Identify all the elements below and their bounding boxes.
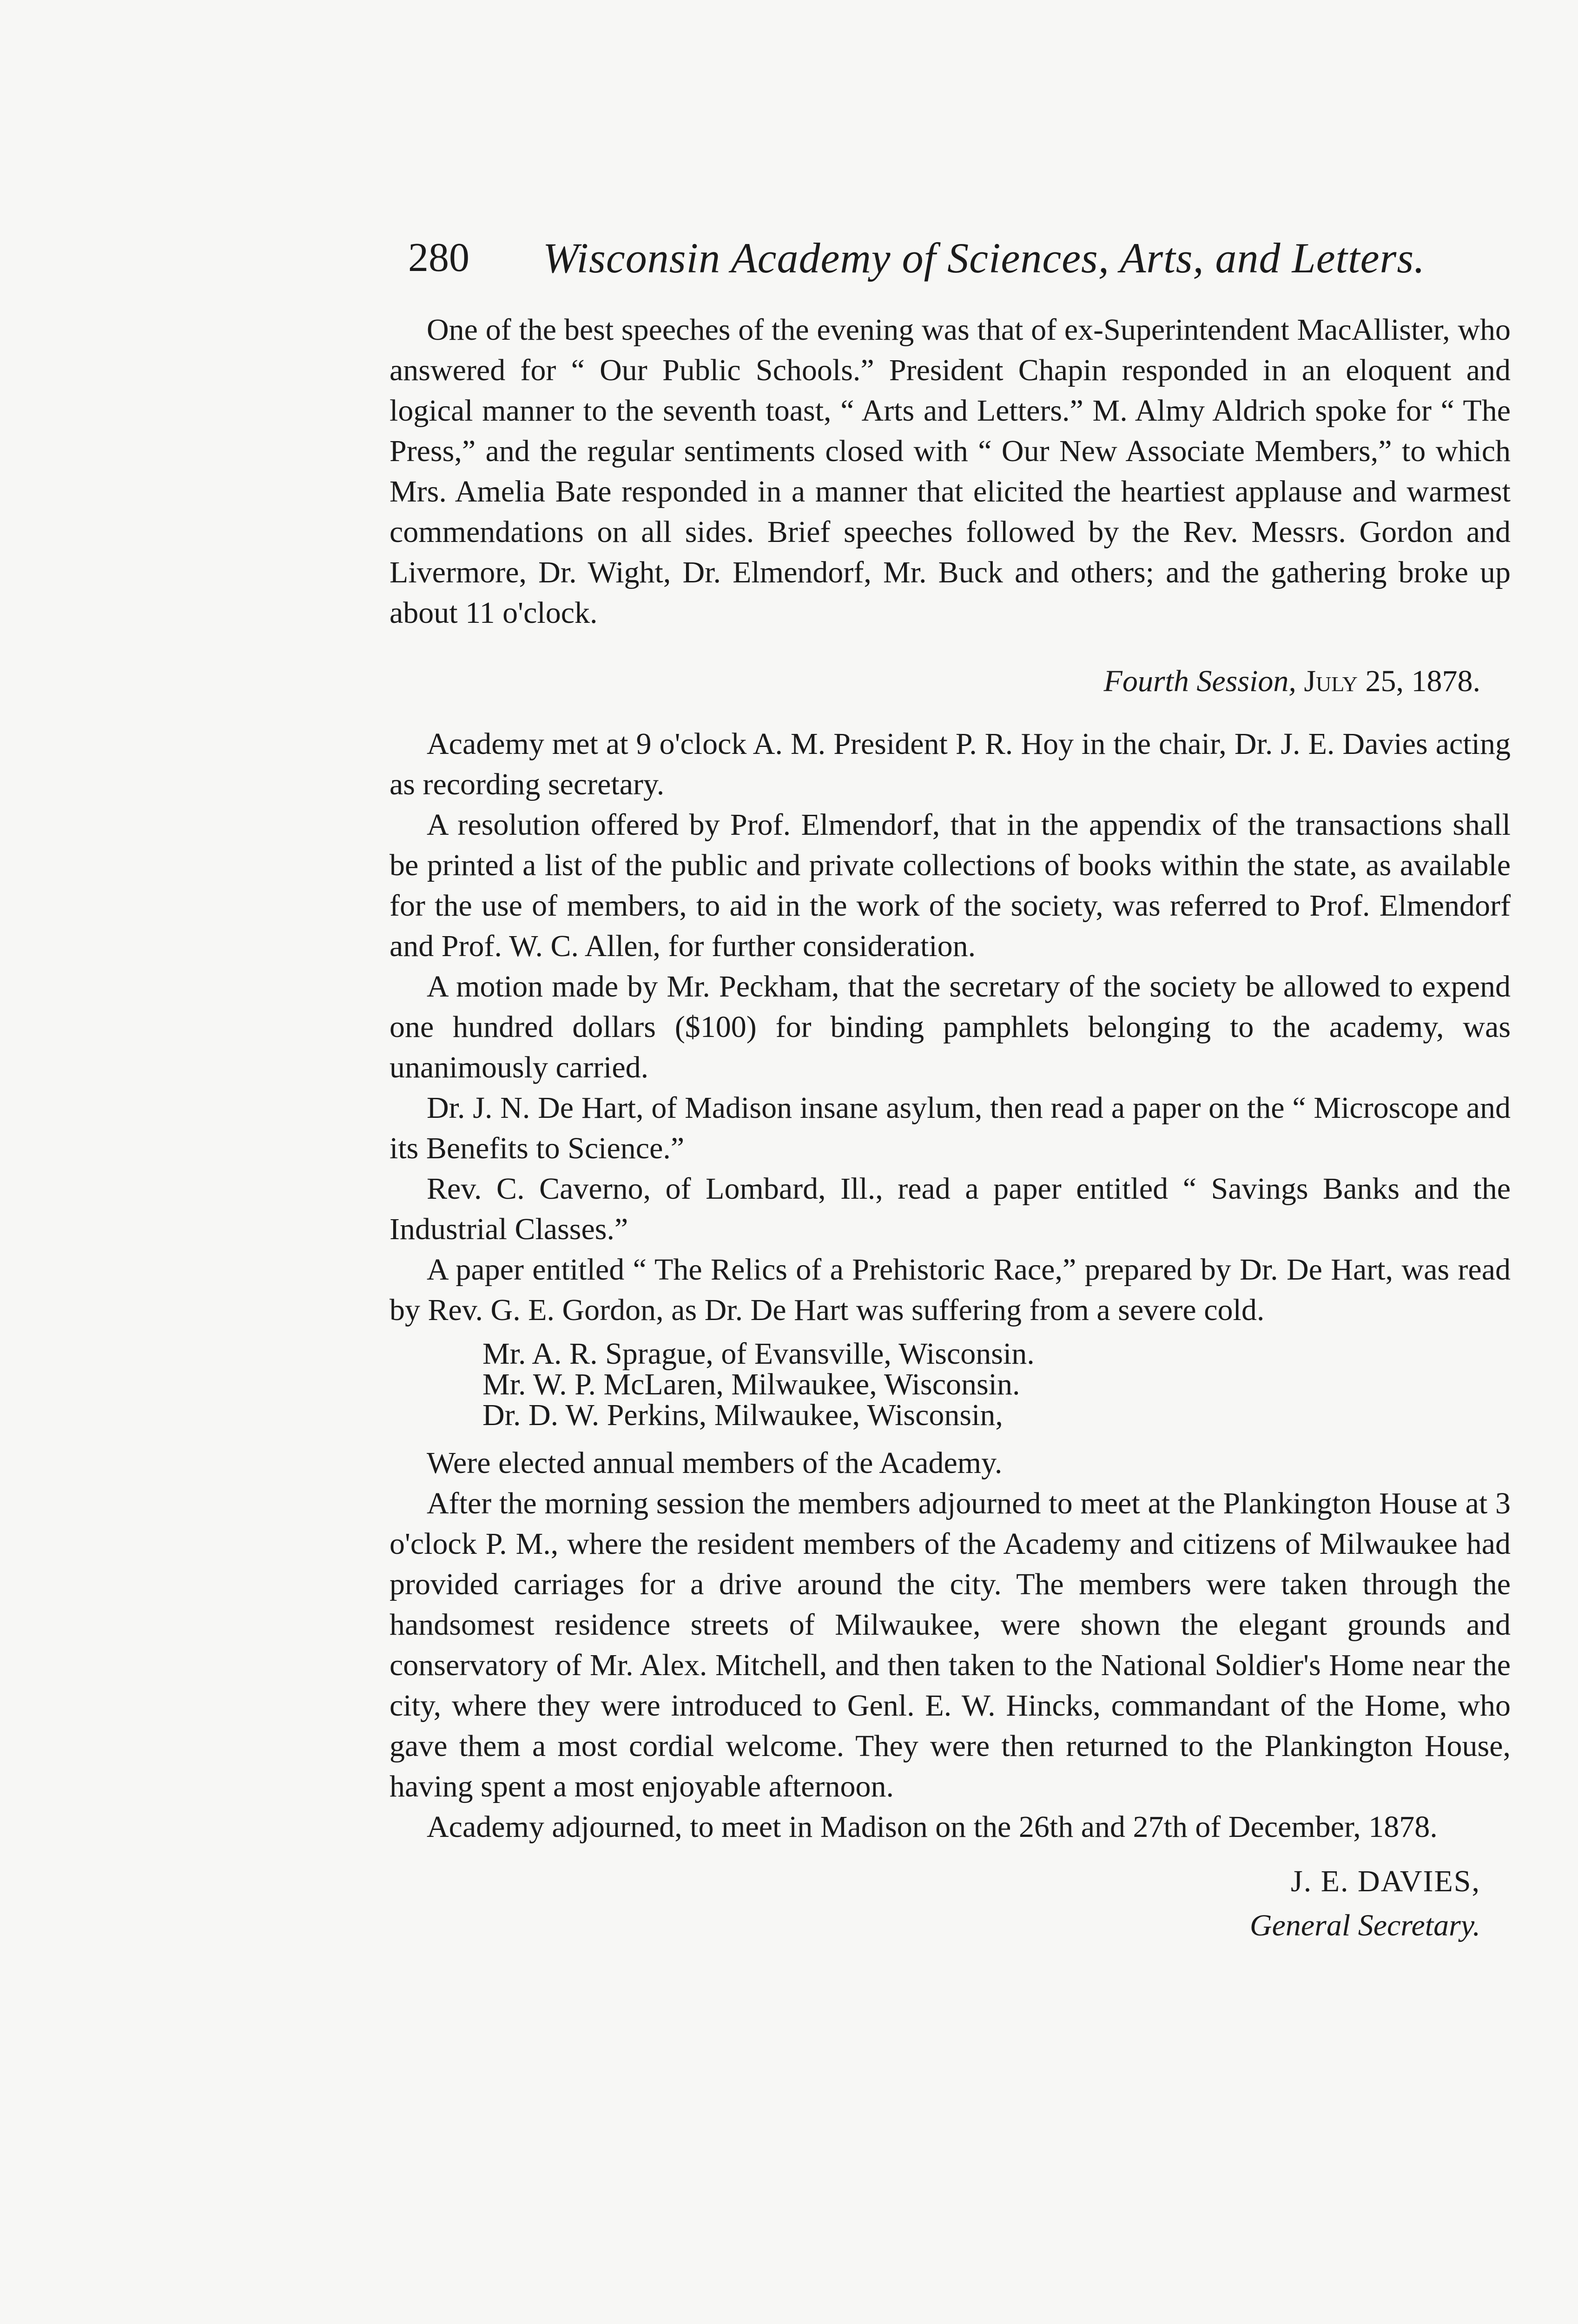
running-title: Wisconsin Academy of Sciences, Arts, and Letters. [543,234,1426,282]
paragraph-afternoon-drive: After the morning session the members adjourned to meet at the Plankington House at 3 o'clock P. M., where the resident members of the Academy and citizens of Milwaukee had provided carriages for a drive around the city. The members were taken through the handsomest residence streets of Milwaukee, were shown the elegant grounds and conservatory of Mr. Alex. Mitchell, and then taken to the National Soldier's Home near the city, where they were introduced to Genl. E. W. Hincks, commandant of the Home, who gave them a most cordial welcome. They were then returned to the Plankington House, having spent a most enjoyable afternoon. [390,1486,1511,1803]
session-dateline [390,661,1480,701]
paragraph-adjourned: Academy adjourned, to meet in Madison on the 26th and 27th of December, 1878. [427,1810,1438,1844]
signer-title: General Secretary. [1249,1908,1480,1942]
members-list [482,1339,1511,1431]
paragraph-de-hart-paper: Dr. J. N. De Hart, of Madison insane asylum, then read a paper on the “ Microscope and its Benefits to Science.” [390,1091,1511,1165]
page-header [408,223,1426,293]
session-label: Fourth Session, [1103,664,1296,698]
paragraph-motion: A motion made by Mr. Peckham, that the secretary of the society be allowed to expend one hundred dollars ($100) for binding pamphlets belonging to the academy, was unanimously carried. [390,970,1511,1084]
paragraph-academy-met: Academy met at 9 o'clock A. M. President P. R. Hoy in the chair, Dr. J. E. Davies acting as recording secretary. [390,727,1511,801]
signer-name: J. E. DAVIES, [1291,1864,1480,1898]
member-entry: Dr. D. W. Perkins, Milwaukee, Wisconsin, [482,1398,1003,1432]
paragraph-caverno-paper: Rev. C. Caverno, of Lombard, Ill., read a paper entitled “ Savings Banks and the Industrial Classes.” [390,1172,1511,1246]
paragraph-banquet-speeches: One of the best speeches of the evening was that of ex-Superintendent MacAllister, who answered for “ Our Public Schools.” President Chapin responded in an eloquent and logical manner to the seventh toast, “ Arts and Letters.” M. Almy Aldrich spoke for “ The Press,” and the regular sentiments closed with “ Our New Associate Members,” to which Mrs. Amelia Bate responded in a manner that elicited the heartiest applause and warmest commendations on all sides. Brief speeches followed by the Rev. Messrs. Gordon and Livermore, Dr. Wight, Dr. Elmendorf, Mr. Buck and others; and the gathering broke up about 11 o'clock. [390,313,1511,630]
page-number: 280 [408,235,469,280]
session-date: July 25, 1878. [1304,664,1480,698]
paragraph-resolution: A resolution offered by Prof. Elmendorf, that in the appendix of the transactions shall be printed a list of the public and private collections of books within the state, as available for the use of members, to aid in the work of the society, was referred to Prof. Elmendorf and Prof. W. C. Allen, for further consideration. [390,808,1511,963]
member-entry: Mr. W. P. McLaren, Milwaukee, Wisconsin. [482,1367,1020,1401]
signature-block [390,1861,1480,1946]
body-text [390,310,1511,1946]
paragraph-relics-paper: A paper entitled “ The Relics of a Prehistoric Race,” prepared by Dr. De Hart, was read by Rev. G. E. Gordon, as Dr. De Hart was suffering from a severe cold. [390,1253,1511,1327]
member-entry: Mr. A. R. Sprague, of Evansville, Wisconsin. [482,1337,1035,1371]
paragraph-elected: Were elected annual members of the Academy. [427,1446,1003,1480]
